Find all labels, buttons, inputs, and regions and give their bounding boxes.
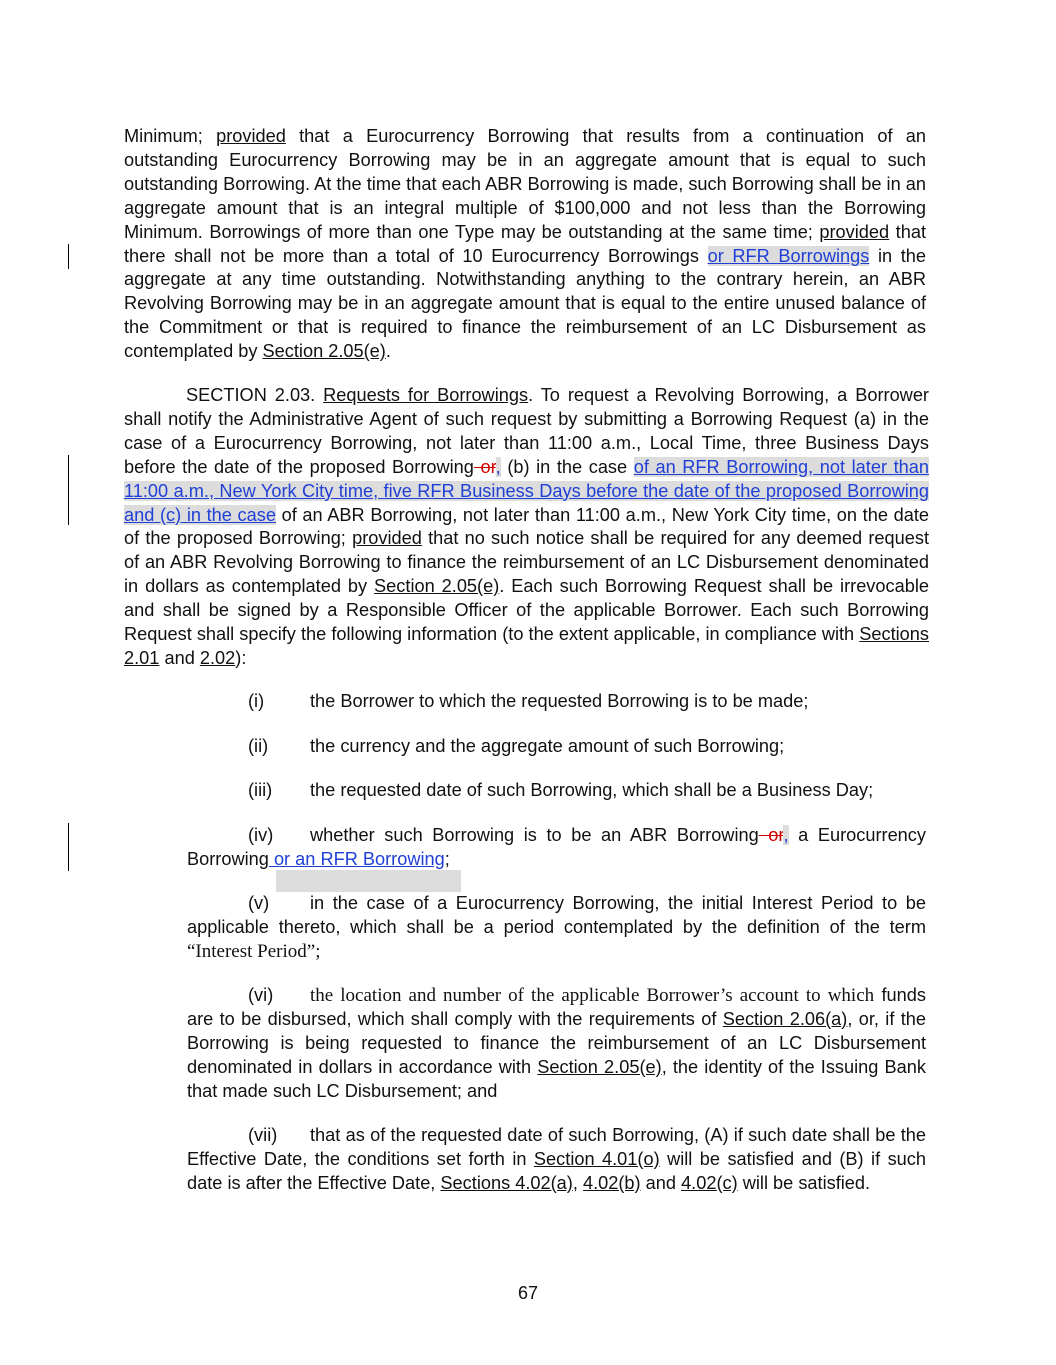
- list-item-vi: [187, 984, 926, 1104]
- item-number: (ii): [248, 736, 269, 756]
- item-text: the Borrower to which the requested Borrowing is to be made;: [310, 691, 809, 711]
- item-text: “Interest Period”;: [187, 940, 321, 962]
- section-reference: 4.02(b): [582, 1172, 641, 1193]
- item-text: will be satisfied and (B) if such date is after the Effective Date,: [187, 1148, 926, 1193]
- item-text: in the case of a Eurocurrency Borrowing, the initial Interest Period to be applicable thereto, which shall be a period contemplated by the definition of the term: [187, 893, 926, 937]
- item-number: (i): [248, 691, 265, 711]
- list-item-i: [187, 690, 926, 714]
- list-item-vii: [187, 1124, 926, 1196]
- inserted-text: of an RFR Borrowing, not later than 11:00 a.m., New York City time, five RFR Business Days before the date of the proposed Borrowing and (c) in the case: [124, 456, 929, 525]
- page-number: 67: [517, 1283, 539, 1303]
- item-text: funds are to be disbursed, which shall comply with the requirements of: [187, 985, 926, 1029]
- provided-term: provided: [216, 126, 286, 146]
- section-reference: 4.02(c): [681, 1172, 738, 1193]
- section-reference: 2.02: [199, 647, 236, 668]
- inserted-text: or RFR Borrowings: [707, 245, 870, 266]
- item-text: the location and number of the applicable Borrower’s account to which: [310, 985, 875, 1006]
- item-text: will be satisfied.: [737, 1172, 871, 1193]
- item-text: , the identity of the Issuing Bank that made such LC Disbursement; and: [187, 1056, 926, 1101]
- text-run: that a Eurocurrency Borrowing that results from a continuation of an outstanding Eurocurrency Borrowing may be in an aggregate amount that is equal to such outstanding Borrowing. At the time that each ABR Borrowing is made, such Borrowing shall be in an aggregate amount that is an integral multiple of $100,000 and not less than the Borrowing Minimum. Borrowings of more than one Type may be outstanding at the same time;: [124, 126, 927, 242]
- text-run: and: [159, 647, 200, 668]
- section-reference: Sections 4.02(a): [440, 1172, 573, 1193]
- item-number: (iv): [248, 825, 274, 845]
- item-number: (vii): [248, 1125, 278, 1145]
- text-run: ):: [235, 647, 247, 668]
- item-text: the requested date of such Borrowing, which shall be a Business Day;: [310, 780, 874, 800]
- change-bar: [68, 823, 69, 871]
- item-text: ,: [572, 1172, 583, 1193]
- text-run: . To request a Revolving Borrowing, a Borrower shall notify the Administrative Agent of such request by submitting a Borrowing Request (a) in the case of a Eurocurrency Borrowing, not later than 11:00 a.m., Local Time, three Business Days before the date of the proposed Borrowing: [124, 385, 929, 477]
- deleted-text: or: [473, 456, 496, 477]
- section-reference: Sections 2.01: [124, 624, 929, 668]
- inserted-text: or an RFR Borrowing: [268, 848, 445, 869]
- text-run: Minimum;: [124, 126, 217, 146]
- item-text: the currency and the aggregate amount of such Borrowing;: [310, 736, 785, 756]
- section-number: SECTION 2.03.: [186, 385, 324, 405]
- text-run: that there shall not be more than a total of 10 Eurocurrency Borrowings: [124, 221, 927, 266]
- section-reference: Section 2.05(e): [537, 1056, 662, 1077]
- text-run: that no such notice shall be required for any deemed request of an ABR Revolving Borrowing to finance the reimbursement of an LC Disbursement denominated in dollars as contemplated by: [124, 528, 930, 597]
- item-text: , or, if the Borrowing is being requested to finance the reimbursement of an LC Disbursement denominated in dollars in accordance with: [187, 1008, 926, 1077]
- item-text: that as of the requested date of such Borrowing, (A) if such date shall be the Effective Date, the conditions set forth in: [187, 1125, 926, 1169]
- text-run: .: [385, 341, 391, 362]
- section-reference: Section 4.01(o): [533, 1148, 660, 1169]
- list-item-v: [187, 892, 926, 964]
- insertion-shading: [276, 870, 461, 892]
- change-bar: [68, 455, 69, 525]
- section-reference: Section 2.06(a): [722, 1008, 848, 1029]
- item-text: and: [640, 1172, 682, 1193]
- item-text: ;: [444, 848, 450, 869]
- item-number: (vi): [248, 985, 274, 1005]
- inserted-text: ,: [783, 825, 789, 845]
- paragraph-borrowing-minimum: [124, 125, 926, 364]
- section-heading: Requests for Borrowings: [323, 385, 529, 405]
- item-number: (v): [248, 893, 270, 913]
- text-run: of an ABR Borrowing, not later than 11:00 a.m., New York City time, on the date of the proposed Borrowing;: [124, 504, 929, 549]
- text-run: (b) in the case: [500, 456, 634, 477]
- inserted-text: ,: [495, 456, 501, 477]
- item-number: (iii): [248, 780, 273, 800]
- item-text: whether such Borrowing is to be an ABR Borrowing: [310, 825, 759, 845]
- provided-term: provided: [352, 528, 422, 549]
- section-reference: Section 2.05(e): [374, 576, 500, 597]
- list-item-iii: [187, 779, 926, 803]
- paragraph-section-2-03: [124, 384, 929, 671]
- section-reference: Section 2.05(e): [262, 341, 386, 362]
- item-text: a Eurocurrency Borrowing: [187, 825, 926, 869]
- text-run: . Each such Borrowing Request shall be irrevocable and shall be signed by a Responsible Officer of the applicable Borrower. Each such Borrowing Request shall specify the following information (to the extent applicable, in compliance with: [124, 576, 929, 645]
- text-run: in the aggregate at any time outstanding. Notwithstanding anything to the contrary herein, an ABR Revolving Borrowing may be in an aggregate amount that is equal to the entire unused balance of the Commitment or that is required to finance the reimbursement of an LC Disbursement as contemplated by: [124, 245, 926, 362]
- deleted-text: or: [758, 825, 784, 845]
- list-item-iv: [187, 824, 926, 872]
- provided-term: provided: [819, 221, 890, 242]
- change-bar: [68, 244, 69, 269]
- list-item-ii: [187, 735, 926, 759]
